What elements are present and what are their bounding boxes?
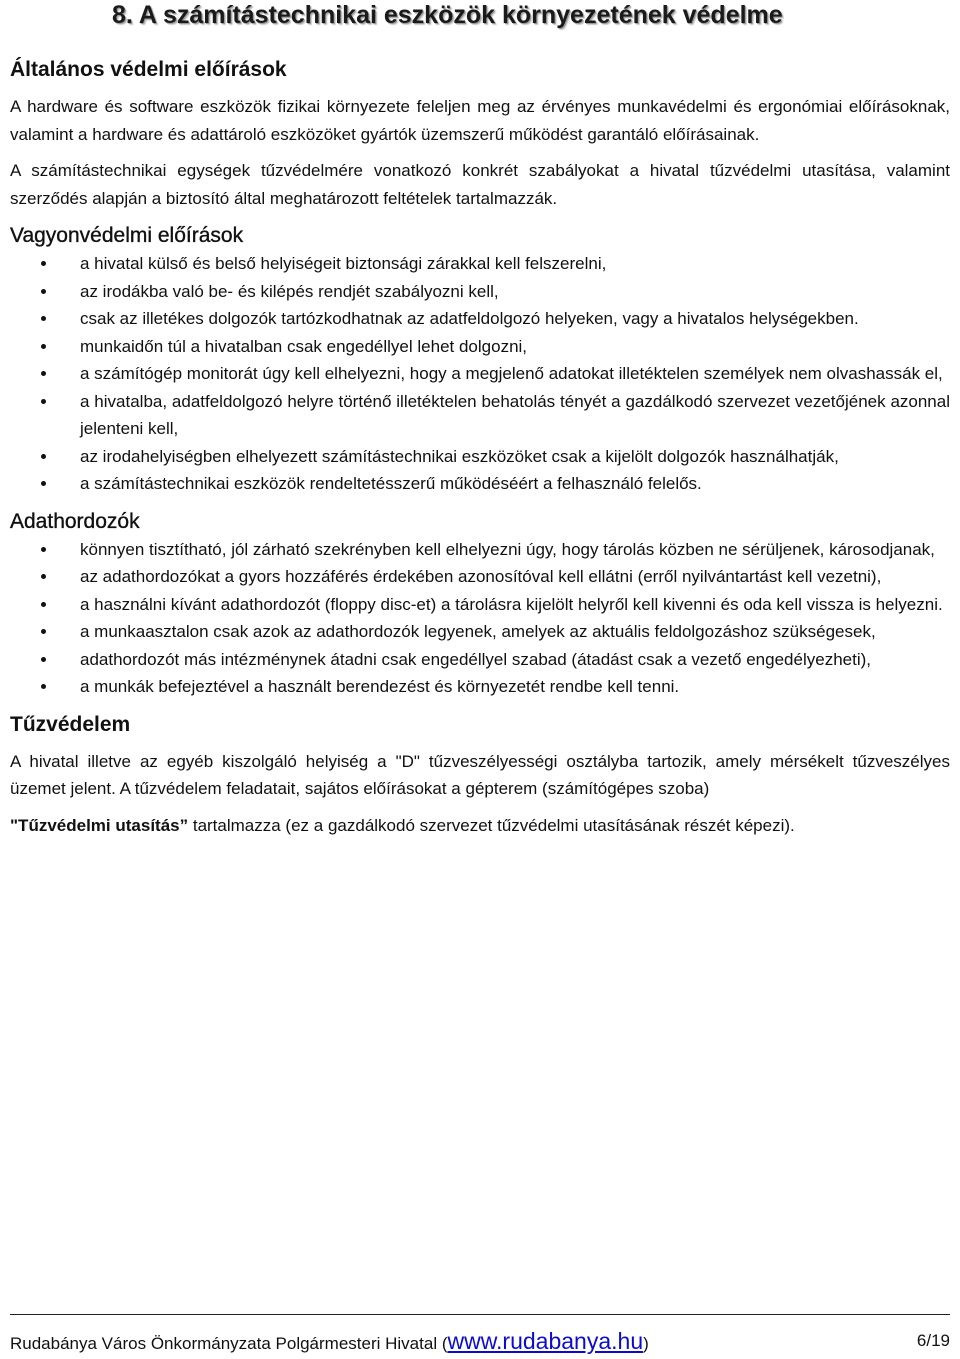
document-body [10,56,950,839]
bullet-icon [41,344,46,349]
list-item [10,646,950,674]
list-item-text: csak az illetékes dolgozók tartózkodhatnak az adatfeldolgozó helyeken, vagy a hivatalos helységekben. [80,309,859,328]
list-item [10,250,950,278]
section-heading-media: Adathordozók [10,509,140,533]
list-item [10,470,950,498]
list-item-text: a munkák befejeztével a használt berendezést és környezetét rendbe kell tenni. [80,677,680,696]
bullet-icon [41,454,46,459]
list-item-text: a használni kívánt adathordozót (floppy disc-et) a tárolásra kijelölt helyről kell kivenni és oda kell vissza is helyezni. [80,594,943,614]
bullet-icon [41,261,46,266]
fire-paragraph-2 [10,812,950,840]
general-paragraph-1: A hardware és software eszközök fizikai környezete feleljen meg az érvényes munkavédelmi és ergonómiai előírásoknak, valamint a hardware és adattároló eszközöket gyártók üzemszerű működést garantáló előírásainak. [10,97,950,144]
list-item [10,333,950,361]
footer-close-paren: ) [643,1334,649,1353]
footer-divider [10,1314,950,1315]
list-item [10,591,950,619]
list-item [10,673,950,701]
bullet-icon [41,657,46,662]
list-item [10,278,950,306]
fire-instruction-title: "Tűzvédelmi utasítás” [10,815,189,835]
section-heading-property: Vagyonvédelmi előírások [10,224,244,247]
fire-paragraph-1: A hivatal illetve az egyéb kiszolgáló helyiség a "D" tűzveszélyességi osztályba tartozik, amely mérsékelt tűzveszélyes üzemet jelent. A tűzvédelem feladatait, sajátos előírásokat a gépterem (számítógépes szoba) [10,751,950,798]
list-item-text: az adathordozókat a gyors hozzáférés érdekében azonosítóval kell ellátni (erről nyilvántartást kell vezetni), [80,567,882,586]
list-item [10,536,950,564]
list-item-text: az irodákba való be- és kilépés rendjét szabályozni kell, [80,281,499,301]
list-item-text: a munkaasztalon csak azok az adathordozók legyenek, amelyek az aktuális feldolgozáshoz szükségesek, [80,622,876,641]
list-item-text: a hivatalba, adatfeldolgozó helyre történő illetéktelen behatolás tényét a gazdálkodó szervezet vezetőjének azonnal jelenteni kell, [80,391,950,438]
footer-organization: Rudabánya Város Önkormányzata Polgármesteri Hivatal ( [10,1334,448,1353]
list-item-text: könnyen tisztítható, jól zárható szekrényben kell elhelyezni úgy, hogy tárolás közben ne sérüljenek, károsodjanak, [80,539,935,559]
chapter-title: 8. A számítástechnikai eszközök környezetének védelme [112,1,783,29]
bullet-icon [41,574,46,579]
section-heading-general: Általános védelmi előírások [10,58,287,81]
bullet-icon [41,371,46,376]
list-item-text: a hivatal külső és belső helyiségeit biztonsági zárakkal kell felszerelni, [80,254,607,273]
bullet-icon [41,684,46,689]
list-item-text: a számítástechnikai eszközök rendeltetésszerű működéséért a felhasználó felelős. [80,474,702,493]
fire-paragraph-2-text: tartalmazza (ez a gazdálkodó szervezet tűzvédelmi utasításának részét képezi). [188,815,795,835]
bullet-icon [41,481,46,486]
bullet-icon [41,629,46,634]
general-paragraph-2: A számítástechnikai egységek tűzvédelmére vonatkozó konkrét szabályokat a hivatal tűzvédelmi utasítása, valamint szerződés alapján a biztosító által meghatározott feltételek tartalmazzák. [10,161,950,208]
list-item [10,443,950,471]
bullet-icon [41,289,46,294]
page-number: 6/19 [916,1331,950,1350]
page-footer [10,1326,950,1359]
list-item [10,388,950,443]
list-item-text: adathordozót más intézménynek átadni csak engedéllyel szabad (átadást csak a vezető engedélyezheti), [80,649,871,669]
list-item [10,563,950,591]
bullet-icon [41,602,46,607]
list-item-text: az irodahelyiségben elhelyezett számítástechnikai eszközöket csak a kijelölt dolgozók használhatják, [80,446,839,466]
footer-website-link[interactable]: www.rudabanya.hu [447,1328,644,1354]
bullet-icon [41,399,46,404]
bullet-icon [41,547,46,552]
list-item-text: a számítógép monitorát úgy kell elhelyezni, hogy a megjelenő adatokat illetéktelen személyek nem olvashassák el, [80,364,943,383]
list-item [10,618,950,646]
list-item [10,305,950,333]
section-heading-fire: Tűzvédelem [10,712,131,736]
bullet-icon [41,316,46,321]
list-item [10,360,950,388]
media-bullet-list [10,536,950,701]
list-item-text: munkaidőn túl a hivatalban csak engedéllyel lehet dolgozni, [80,336,528,356]
property-bullet-list [10,250,950,498]
